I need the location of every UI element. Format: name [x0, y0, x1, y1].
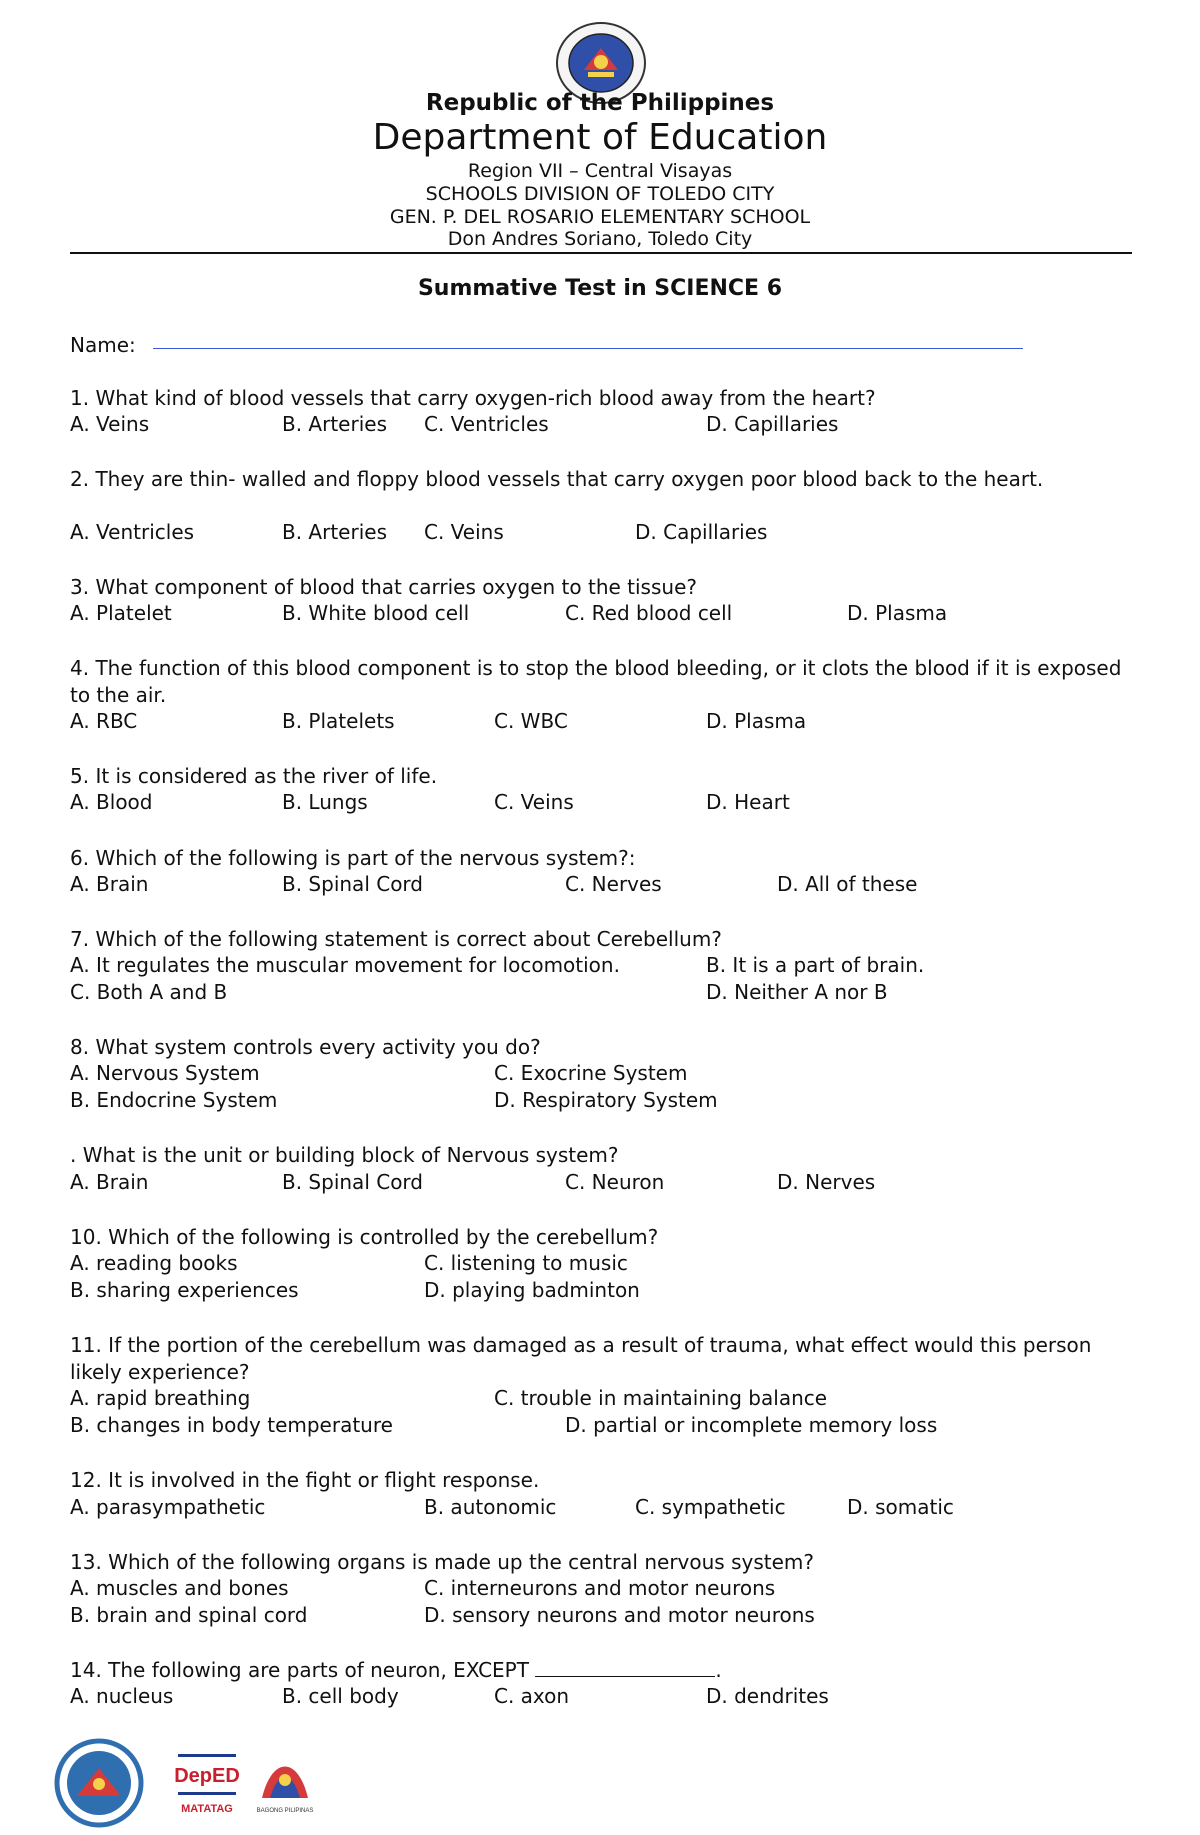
option[interactable]: A. Brain: [70, 872, 149, 896]
address-line: Don Andres Soriano, Toledo City: [447, 228, 753, 250]
option[interactable]: D. Capillaries: [635, 520, 768, 544]
question-text: 12. It is involved in the fight or flight response.: [70, 1468, 540, 1492]
option[interactable]: A. reading books: [70, 1251, 238, 1275]
option[interactable]: A. Veins: [70, 412, 150, 436]
option[interactable]: C. Both A and B: [70, 980, 228, 1004]
option[interactable]: C. Veins: [494, 790, 574, 814]
question-text: 8. What system controls every activity you do?: [70, 1035, 541, 1059]
option[interactable]: B. Lungs: [282, 790, 368, 814]
option[interactable]: A. RBC: [70, 709, 138, 733]
option[interactable]: A. parasympathetic: [70, 1495, 266, 1519]
option[interactable]: B. Endocrine System: [70, 1088, 278, 1112]
option[interactable]: B. Spinal Cord: [282, 872, 423, 896]
question-text-end: .: [715, 1658, 722, 1682]
option[interactable]: C. Ventricles: [424, 412, 549, 436]
division-line: SCHOOLS DIVISION OF TOLEDO CITY: [425, 183, 775, 205]
option[interactable]: C. axon: [494, 1684, 570, 1708]
deped-matatag-logo-icon: [174, 1752, 240, 1824]
question-text: 10. Which of the following is controlled by the cerebellum?: [70, 1225, 659, 1249]
option[interactable]: A. Brain: [70, 1170, 149, 1194]
option[interactable]: A. It regulates the muscular movement for locomotion.: [70, 953, 620, 977]
option[interactable]: D. partial or incomplete memory loss: [565, 1413, 938, 1437]
deped-logo-text: DepED: [174, 1765, 240, 1787]
option[interactable]: A. Platelet: [70, 601, 172, 625]
option[interactable]: A. Ventricles: [70, 520, 195, 544]
option[interactable]: B. brain and spinal cord: [70, 1603, 308, 1627]
name-field[interactable]: [153, 348, 1023, 349]
option[interactable]: A. rapid breathing: [70, 1386, 251, 1410]
department-heading: Department of Education: [372, 117, 828, 158]
option[interactable]: B. autonomic: [424, 1495, 557, 1519]
option[interactable]: C. Neuron: [565, 1170, 665, 1194]
question-text: 5. It is considered as the river of life.: [70, 764, 438, 788]
school-logo-icon: [30, 1738, 168, 1828]
option[interactable]: A. Nervous System: [70, 1061, 260, 1085]
option[interactable]: D. All of these: [777, 872, 918, 896]
question-text: 13. Which of the following organs is made up the central nervous system?: [70, 1550, 814, 1574]
question-text: 4. The function of this blood component is to stop the blood bleeding, or it clots the blood if it is exposed to the air.: [70, 656, 1122, 707]
option[interactable]: C. Red blood cell: [565, 601, 733, 625]
option[interactable]: C. sympathetic: [635, 1495, 786, 1519]
school-line: GEN. P. DEL ROSARIO ELEMENTARY SCHOOL: [389, 206, 811, 228]
option[interactable]: C. trouble in maintaining balance: [494, 1386, 828, 1410]
option[interactable]: D. Plasma: [706, 709, 807, 733]
option[interactable]: A. nucleus: [70, 1684, 174, 1708]
question-text: 1. What kind of blood vessels that carry oxygen-rich blood away from the heart?: [70, 386, 876, 410]
answer-blank[interactable]: [535, 1658, 715, 1677]
name-label: Name:: [70, 333, 136, 357]
option[interactable]: D. Nerves: [777, 1170, 876, 1194]
option[interactable]: B. Arteries: [282, 520, 387, 544]
option[interactable]: D. Plasma: [847, 601, 948, 625]
bagong-pilipinas-logo-icon: [252, 1746, 318, 1820]
option[interactable]: D. Heart: [706, 790, 790, 814]
option[interactable]: C. Nerves: [565, 872, 662, 896]
bagong-pilipinas-text: BAGONG PILIPINAS: [256, 1808, 314, 1814]
question-text: 6. Which of the following is part of the nervous system?:: [70, 846, 636, 870]
option[interactable]: D. Respiratory System: [494, 1088, 718, 1112]
test-title: Summative Test in SCIENCE 6: [417, 276, 783, 301]
option[interactable]: B. It is a part of brain.: [706, 953, 925, 977]
question-text: [70, 1657, 1130, 1684]
option[interactable]: C. WBC: [494, 709, 568, 733]
option[interactable]: B. Spinal Cord: [282, 1170, 423, 1194]
question-text: 11. If the portion of the cerebellum was damaged as a result of trauma, what effect would this person likely experience?: [70, 1333, 1092, 1384]
option[interactable]: B. Platelets: [282, 709, 395, 733]
option[interactable]: D. Capillaries: [706, 412, 839, 436]
question-text: 3. What component of blood that carries oxygen to the tissue?: [70, 575, 697, 599]
question-text: . What is the unit or building block of Nervous system?: [70, 1143, 619, 1167]
matatag-logo-text: MATATAG: [181, 1803, 233, 1815]
option[interactable]: B. changes in body temperature: [70, 1413, 393, 1437]
option[interactable]: D. playing badminton: [424, 1278, 640, 1302]
option[interactable]: B. Arteries: [282, 412, 387, 436]
option[interactable]: D. sensory neurons and motor neurons: [424, 1603, 815, 1627]
option[interactable]: C. Veins: [424, 520, 504, 544]
option[interactable]: B. cell body: [282, 1684, 399, 1708]
option[interactable]: D. somatic: [847, 1495, 954, 1519]
region-line: Region VII – Central Visayas: [467, 160, 733, 182]
option[interactable]: D. Neither A nor B: [706, 980, 888, 1004]
option[interactable]: D. dendrites: [706, 1684, 829, 1708]
option[interactable]: A. muscles and bones: [70, 1576, 289, 1600]
question-text-start: 14. The following are parts of neuron, EXCEPT: [70, 1658, 529, 1682]
republic-heading: Republic of the Philippines: [425, 90, 775, 116]
option[interactable]: B. sharing experiences: [70, 1278, 299, 1302]
option[interactable]: B. White blood cell: [282, 601, 470, 625]
option[interactable]: A. Blood: [70, 790, 153, 814]
question-text: 7. Which of the following statement is correct about Cerebellum?: [70, 927, 722, 951]
option[interactable]: C. listening to music: [424, 1251, 628, 1275]
question-text: 2. They are thin- walled and floppy blood vessels that carry oxygen poor blood back to the heart.: [70, 467, 1044, 491]
header-divider: [70, 252, 1132, 254]
option[interactable]: C. Exocrine System: [494, 1061, 688, 1085]
option[interactable]: C. interneurons and motor neurons: [424, 1576, 776, 1600]
